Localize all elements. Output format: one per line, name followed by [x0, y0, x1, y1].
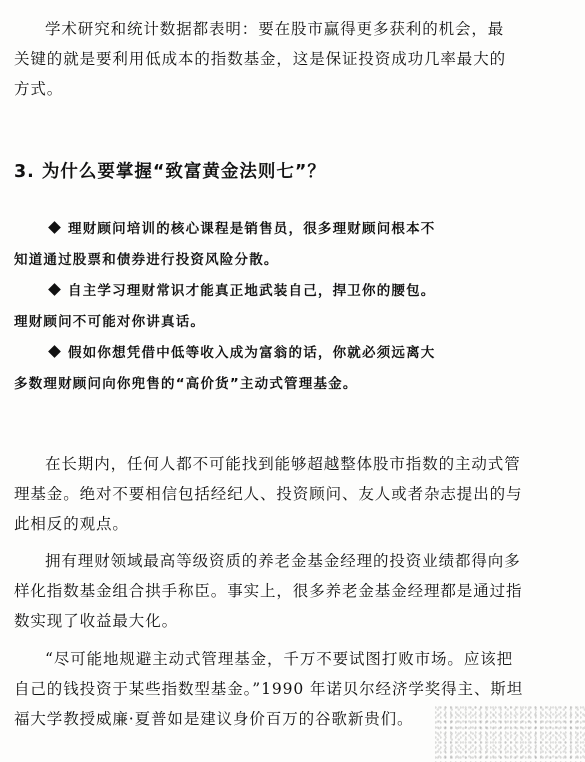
bullet-text: 假如你想凭借中低等收入成为富翁的话，你就必须远离大	[68, 345, 436, 361]
body-paragraph	[14, 449, 574, 539]
bullet-list	[14, 214, 554, 400]
body-line: “尽可能地规避主动式管理基金，千万不要试图打败市场。应该把	[45, 650, 514, 668]
diamond-bullet-icon	[48, 221, 61, 234]
intro-line: 方式。	[14, 80, 64, 98]
bullet-text-continued: 知道通过股票和债券进行投资风险分散。	[14, 252, 279, 268]
body-line: 样化指数基金组合拱手称臣。事实上，很多养老金基金经理都是通过指	[14, 582, 523, 600]
bullet-text: 自主学习理财常识才能真正地武装自己，捍卫你的腰包。	[68, 283, 436, 299]
intro-line: 关键的就是要利用低成本的指数基金，这是保证投资成功几率最大的	[14, 50, 507, 68]
diamond-bullet-icon	[48, 345, 61, 358]
bullet-text-continued: 理财顾问不可能对你讲真话。	[14, 314, 206, 330]
body-line: 拥有理财领域最高等级资质的养老金基金经理的投资业绩都得向多	[45, 552, 521, 570]
body-line: 福大学教授威廉·夏普如是建议身价百万的谷歌新贵们。	[14, 710, 414, 728]
body-line: 此相反的观点。	[14, 515, 129, 533]
body-line: 理基金。绝对不要相信包括经纪人、投资顾问、友人或者杂志提出的与	[14, 485, 523, 503]
body-paragraph	[14, 546, 574, 636]
bullet-item	[14, 214, 554, 245]
scan-artifact	[435, 706, 585, 762]
section-heading: 3. 为什么要掌握“致富黄金法则七”？	[14, 162, 326, 182]
body-line: 自己的钱投资于某些指数型基金。”1990 年诺贝尔经济学奖得主、斯坦	[14, 680, 524, 698]
bullet-text-continued: 多数理财顾问向你兜售的“高价货”主动式管理基金。	[14, 376, 358, 392]
bullet-text: 理财顾问培训的核心课程是销售员，很多理财顾问根本不	[68, 221, 436, 237]
bullet-item	[14, 276, 554, 307]
bullet-item	[14, 338, 554, 369]
intro-paragraph	[14, 14, 574, 104]
body-line: 数实现了收益最大化。	[14, 612, 179, 630]
body-line: 在长期内，任何人都不可能找到能够超越整体股市指数的主动式管	[45, 455, 521, 473]
intro-line: 学术研究和统计数据都表明：要在股市赢得更多获利的机会，最	[45, 20, 505, 38]
diamond-bullet-icon	[48, 283, 61, 296]
